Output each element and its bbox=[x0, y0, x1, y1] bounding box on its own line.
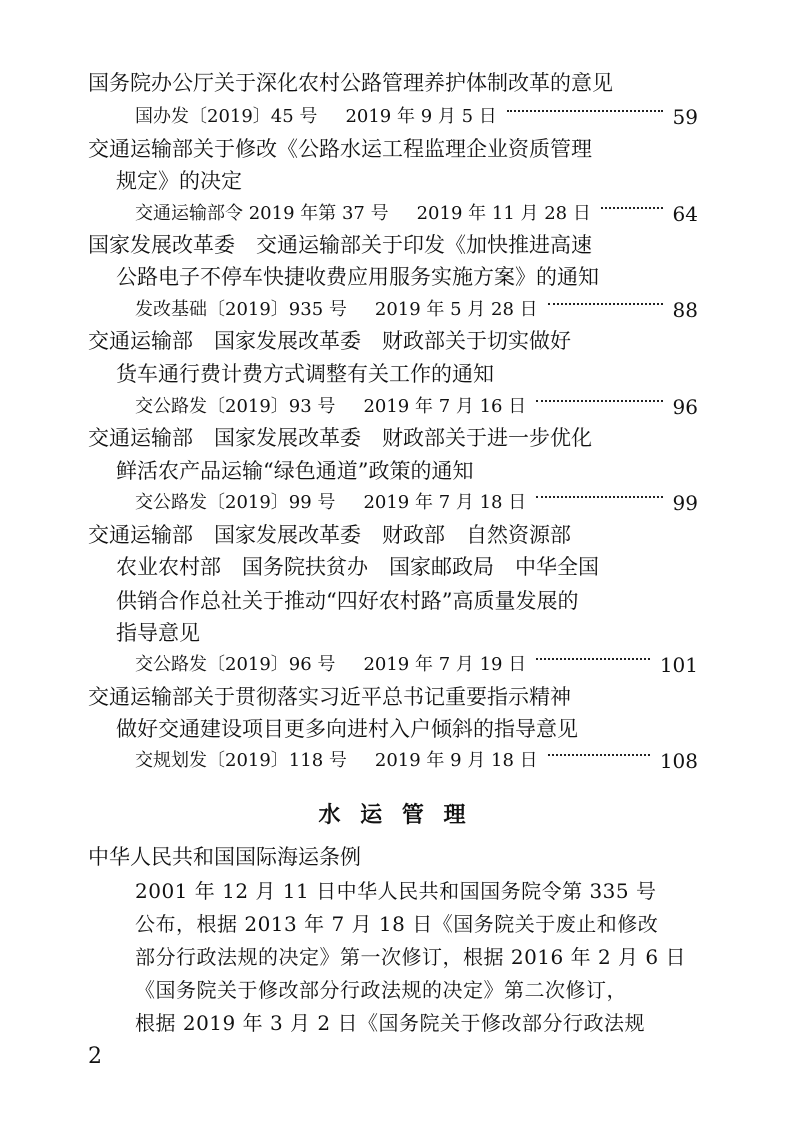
entry-reference bbox=[135, 295, 698, 325]
page-ref: 108 bbox=[659, 749, 698, 773]
law-history-line: 2001 年 12 月 11 日中华人民共和国国务院令第 335 号 bbox=[135, 879, 657, 903]
entry-title-line: 做好交通建设项目更多向进村入户倾斜的指导意见 bbox=[116, 717, 578, 741]
leader-dots bbox=[536, 496, 662, 498]
section-heading: 水 运 管 理 bbox=[318, 802, 472, 828]
doc-date: 2019 年 5 月 28 日 bbox=[374, 299, 538, 320]
page-number: 2 bbox=[88, 1044, 102, 1069]
entry-reference bbox=[135, 488, 698, 518]
page-ref: 64 bbox=[672, 202, 698, 226]
entry-title-line: 货车通行费计费方式调整有关工作的通知 bbox=[116, 362, 494, 386]
page-ref: 88 bbox=[672, 298, 698, 322]
page-ref: 96 bbox=[672, 395, 698, 419]
entry-title-line: 供销合作总社关于推动“四好农村路”高质量发展的 bbox=[116, 589, 579, 613]
law-history-line: 《国务院关于修改部分行政法规的决定》第二次修订， bbox=[135, 978, 627, 1002]
entry-title-line: 国家发展改革委 交通运输部关于印发《加快推进高速 bbox=[88, 233, 592, 257]
doc-number: 交通运输部令 2019 年第 37 号 bbox=[135, 203, 389, 224]
entry-reference bbox=[135, 650, 698, 680]
leader-dots bbox=[548, 754, 650, 756]
doc-date: 2019 年 9 月 5 日 bbox=[345, 106, 497, 127]
doc-date: 2019 年 7 月 18 日 bbox=[363, 492, 527, 513]
law-history-line: 根据 2019 年 3 月 2 日《国务院关于修改部分行政法规 bbox=[135, 1011, 645, 1035]
entry-title-line: 交通运输部关于修改《公路水运工程监理企业资质管理 bbox=[88, 137, 592, 161]
entry-title-line: 农业农村部 国务院扶贫办 国家邮政局 中华全国 bbox=[116, 555, 599, 579]
entry-title-line: 国务院办公厅关于深化农村公路管理养护体制改革的意见 bbox=[88, 71, 613, 95]
page-ref: 101 bbox=[659, 653, 698, 677]
entry-reference bbox=[135, 746, 698, 776]
entry-title-line: 交通运输部 国家发展改革委 财政部关于切实做好 bbox=[88, 329, 571, 353]
page-ref: 99 bbox=[672, 491, 698, 515]
doc-number: 交公路发〔2019〕96 号 bbox=[135, 654, 336, 675]
law-history-line: 部分行政法规的决定》第一次修订，根据 2016 年 2 月 6 日 bbox=[135, 945, 686, 969]
doc-number: 交公路发〔2019〕93 号 bbox=[135, 396, 336, 417]
doc-date: 2019 年 11 月 28 日 bbox=[416, 203, 591, 224]
leader-dots bbox=[548, 303, 663, 305]
doc-date: 2019 年 9 月 18 日 bbox=[374, 750, 538, 771]
entry-title-line: 交通运输部 国家发展改革委 财政部 自然资源部 bbox=[88, 523, 571, 547]
law-history-line: 公布，根据 2013 年 7 月 18 日《国务院关于废止和修改 bbox=[135, 912, 659, 936]
entry-title-line: 交通运输部 国家发展改革委 财政部关于进一步优化 bbox=[88, 426, 592, 450]
leader-dots bbox=[536, 658, 650, 660]
entry-reference bbox=[135, 102, 698, 132]
leader-dots bbox=[601, 207, 663, 209]
entry-title-line: 公路电子不停车快捷收费应用服务实施方案》的通知 bbox=[116, 265, 599, 289]
law-title: 中华人民共和国国际海运条例 bbox=[88, 845, 361, 869]
doc-number: 交规划发〔2019〕118 号 bbox=[135, 750, 347, 771]
page-ref: 59 bbox=[672, 105, 698, 129]
doc-number: 国办发〔2019〕45 号 bbox=[135, 106, 318, 127]
doc-number: 交公路发〔2019〕99 号 bbox=[135, 492, 336, 513]
doc-date: 2019 年 7 月 16 日 bbox=[363, 396, 527, 417]
entry-title-line: 指导意见 bbox=[116, 621, 200, 645]
entry-title-line: 交通运输部关于贯彻落实习近平总书记重要指示精神 bbox=[88, 685, 571, 709]
entry-title-line: 规定》的决定 bbox=[116, 169, 242, 193]
doc-number: 发改基础〔2019〕935 号 bbox=[135, 299, 347, 320]
entry-reference bbox=[135, 392, 698, 422]
leader-dots bbox=[507, 110, 663, 112]
entry-reference bbox=[135, 199, 698, 229]
entry-title-line: 鲜活农产品运输“绿色通道”政策的通知 bbox=[116, 459, 474, 483]
leader-dots bbox=[536, 400, 662, 402]
doc-date: 2019 年 7 月 19 日 bbox=[363, 654, 527, 675]
